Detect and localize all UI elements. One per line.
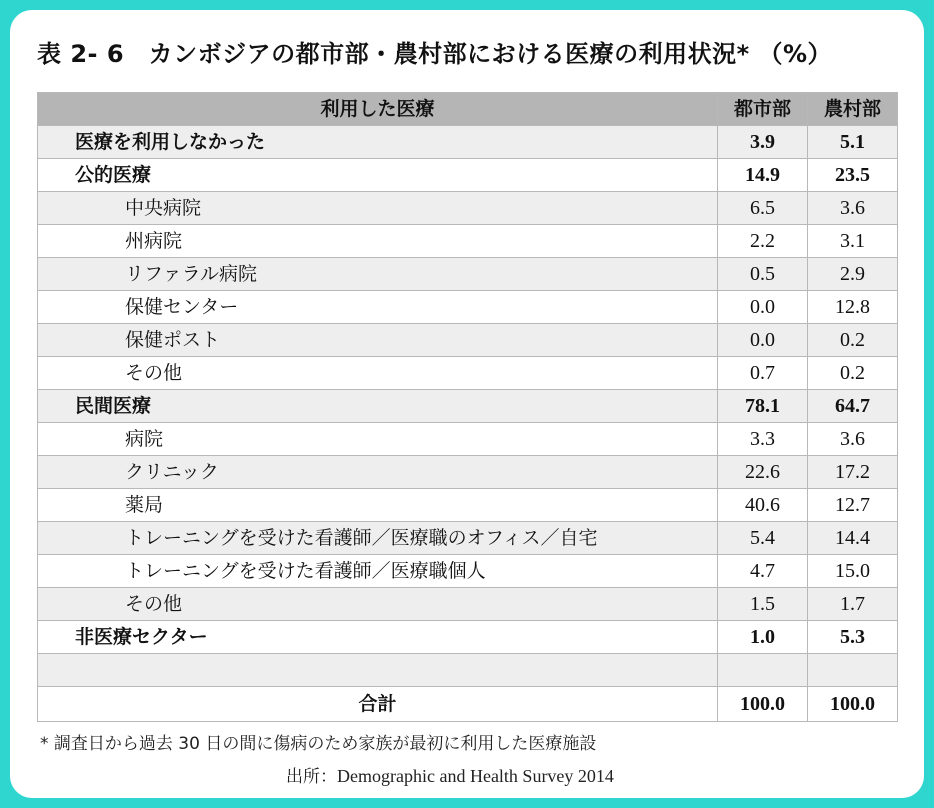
urban-value: 0.0 (718, 324, 808, 357)
source-prefix: 出所： (286, 767, 337, 787)
rural-value: 3.1 (808, 225, 898, 258)
urban-value: 6.5 (718, 192, 808, 225)
table-row (38, 456, 898, 489)
empty-cell (808, 654, 898, 687)
rural-value: 0.2 (808, 357, 898, 390)
row-label: 中央病院 (38, 192, 718, 225)
row-label: 公的医療 (38, 159, 718, 192)
row-label: 保健センター (38, 291, 718, 324)
urban-value: 0.7 (718, 357, 808, 390)
rural-value: 3.6 (808, 423, 898, 456)
rural-value: 3.6 (808, 192, 898, 225)
source-line (286, 762, 614, 787)
rural-value: 2.9 (808, 258, 898, 291)
row-label: 保健ポスト (38, 324, 718, 357)
row-label: 医療を利用しなかった (38, 126, 718, 159)
table-row (38, 291, 898, 324)
table-header-row (38, 93, 898, 126)
empty-cell (38, 654, 718, 687)
empty-row (38, 654, 898, 687)
urban-value: 40.6 (718, 489, 808, 522)
table-row (38, 423, 898, 456)
table-row (38, 522, 898, 555)
row-label: その他 (38, 588, 718, 621)
urban-value: 78.1 (718, 390, 808, 423)
rural-value: 12.8 (808, 291, 898, 324)
header-medical-used: 利用した医療 (38, 93, 718, 126)
urban-value: 0.5 (718, 258, 808, 291)
table-row (38, 390, 898, 423)
header-rural: 農村部 (808, 93, 898, 126)
table-row (38, 357, 898, 390)
table-row (38, 621, 898, 654)
rural-value: 64.7 (808, 390, 898, 423)
rural-value: 23.5 (808, 159, 898, 192)
table-row (38, 159, 898, 192)
rural-value: 12.7 (808, 489, 898, 522)
urban-value: 14.9 (718, 159, 808, 192)
table-row (38, 126, 898, 159)
total-urban-value: 100.0 (718, 687, 808, 722)
row-label: トレーニングを受けた看護師／医療職のオフィス／自宅 (38, 522, 718, 555)
urban-value: 3.9 (718, 126, 808, 159)
rural-value: 5.1 (808, 126, 898, 159)
table-row (38, 489, 898, 522)
table-row (38, 555, 898, 588)
table-row (38, 324, 898, 357)
total-row (38, 687, 898, 722)
source-text: Demographic and Health Survey 2014 (337, 766, 614, 786)
footnote: * 調査日から過去 30 日の間に傷病のため家族が最初に利用した医療施設 (40, 734, 597, 754)
row-label: 薬局 (38, 489, 718, 522)
rural-value: 1.7 (808, 588, 898, 621)
medical-use-table (37, 92, 898, 722)
row-label: トレーニングを受けた看護師／医療職個人 (38, 555, 718, 588)
urban-value: 0.0 (718, 291, 808, 324)
urban-value: 4.7 (718, 555, 808, 588)
urban-value: 1.5 (718, 588, 808, 621)
row-label: 州病院 (38, 225, 718, 258)
rural-value: 15.0 (808, 555, 898, 588)
table-row (38, 258, 898, 291)
row-label: クリニック (38, 456, 718, 489)
table-title: 表 2- 6 カンボジアの都市部・農村部における医療の利用状況* （%） (37, 40, 833, 68)
row-label: 非医療セクター (38, 621, 718, 654)
table-card (10, 10, 924, 798)
row-label: 民間医療 (38, 390, 718, 423)
total-rural-value: 100.0 (808, 687, 898, 722)
row-label: リファラル病院 (38, 258, 718, 291)
table-row (38, 192, 898, 225)
rural-value: 0.2 (808, 324, 898, 357)
header-urban: 都市部 (718, 93, 808, 126)
empty-cell (718, 654, 808, 687)
table-row (38, 588, 898, 621)
urban-value: 3.3 (718, 423, 808, 456)
total-label: 合計 (38, 687, 718, 722)
rural-value: 17.2 (808, 456, 898, 489)
row-label: 病院 (38, 423, 718, 456)
row-label: その他 (38, 357, 718, 390)
urban-value: 2.2 (718, 225, 808, 258)
urban-value: 1.0 (718, 621, 808, 654)
table-row (38, 225, 898, 258)
urban-value: 5.4 (718, 522, 808, 555)
rural-value: 14.4 (808, 522, 898, 555)
urban-value: 22.6 (718, 456, 808, 489)
rural-value: 5.3 (808, 621, 898, 654)
